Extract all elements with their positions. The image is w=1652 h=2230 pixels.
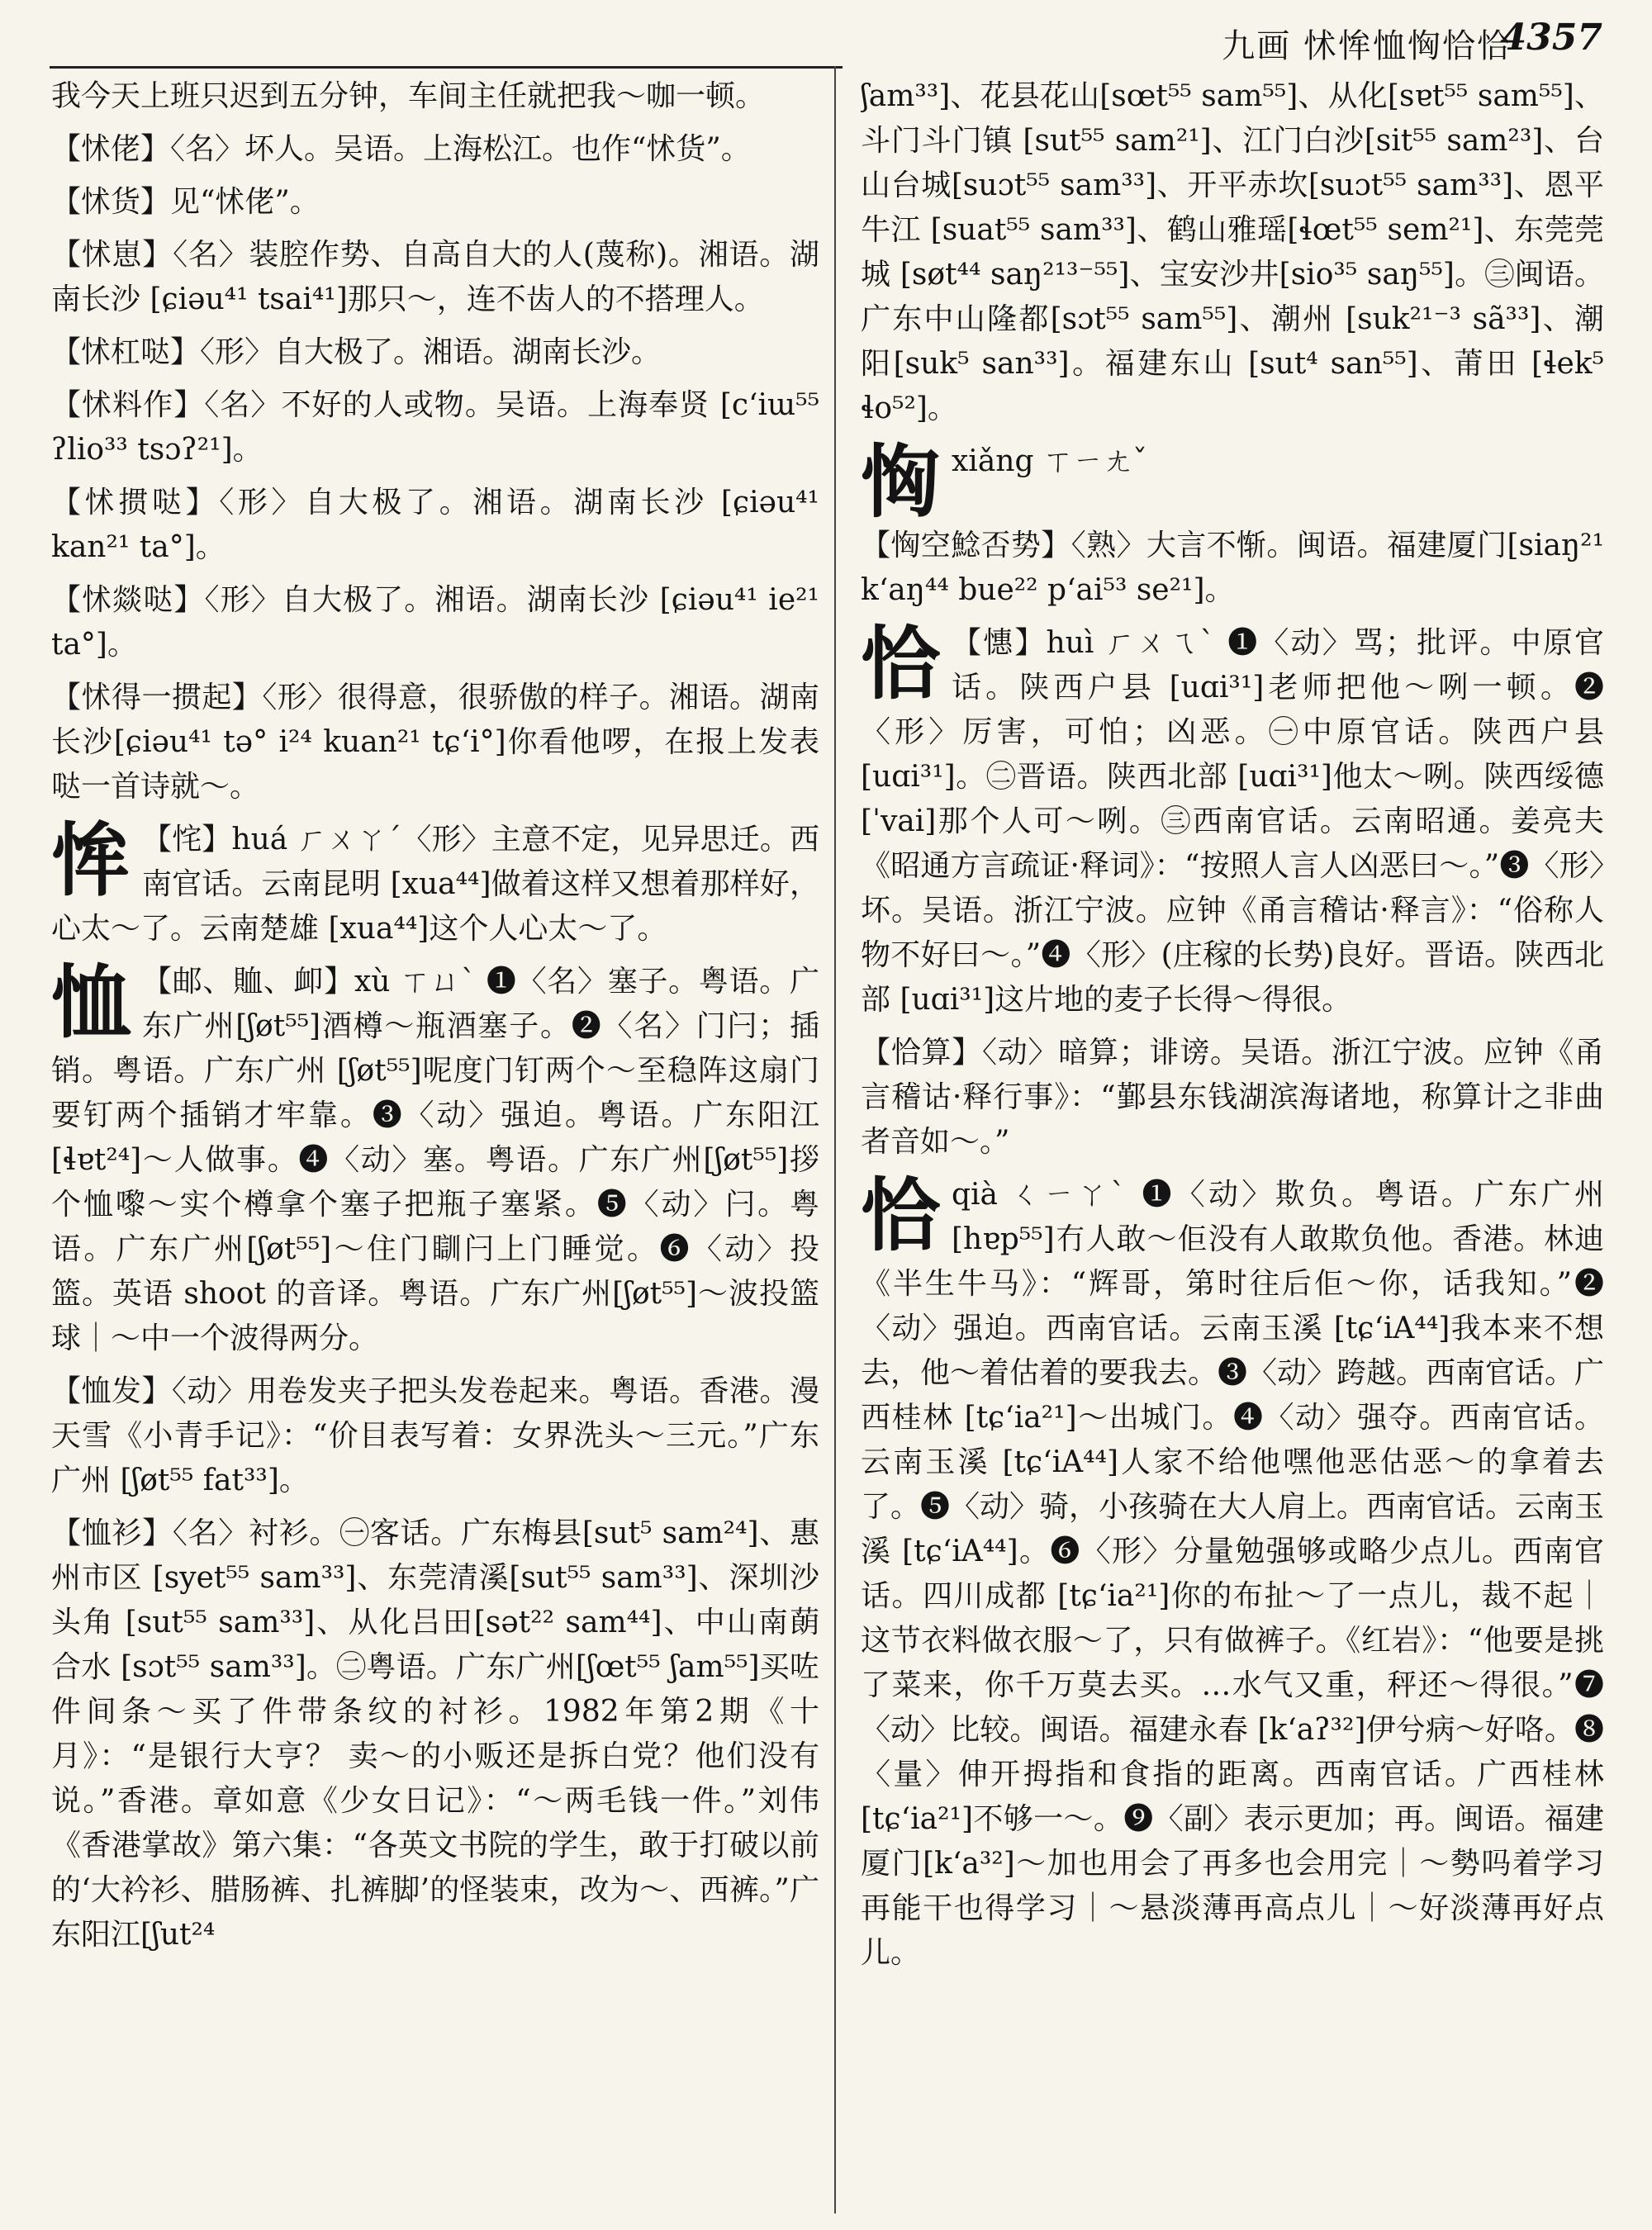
head-character-entry [51, 956, 819, 1361]
head-character-entry [51, 814, 819, 951]
entry-paragraph: 我今天上班只迟到五分钟，车间主任就把我～咖一顿。 [51, 79, 766, 113]
entry-paragraph: ʃam³³]、花县花山[sœt⁵⁵ sam⁵⁵]、从化[sɐt⁵⁵ sam⁵⁵]、斗门斗门镇 [sut⁵⁵ sam²¹]、江门白沙[sit⁵⁵ sam²³]、台山台城[suɔt⁵⁵ sam³³]、开平赤坎[suɔt⁵⁵ sam³³]、恩平牛江 [suat⁵⁵ sam³³]、鹤山雅瑶[ɬœt⁵⁵ sem²¹]、东莞莞城 [søt⁴⁴ saŋ²¹³⁻⁵⁵]、宝安沙井[sio³⁵ saŋ⁵⁵]。㊂闽语。广东中山隆都[sɔt⁵⁵ sam⁵⁵]、潮州 [suk²¹⁻³ sã³³]、潮阳[suk⁵ san³³]。福建东山 [sut⁴ san⁵⁵]、莆田 [ɬek⁵ ɬo⁵²]。 [861, 79, 1604, 425]
running-head: 九画 怵恈恤恟恰恰 [1222, 27, 1512, 65]
entry-paragraph: 【怵燚哒】〈形〉自大极了。湘语。湖南长沙 [ɕiəu⁴¹ ie²¹ ta°]。 [51, 583, 819, 662]
top-rule [50, 66, 843, 69]
entry-paragraph: 【恟空鯰否势】〈熟〉大言不惭。闽语。福建厦门[siaŋ²¹ kʻaŋ⁴⁴ bue²² pʻai⁵³ se²¹]。 [861, 529, 1604, 607]
head-character: 恟 [861, 435, 940, 529]
entry-text: 【㤞】huá ㄏㄨㄚˊ〈形〉主意不定，见异思迁。西南官话。云南昆明 [xua⁴⁴]做着这样又想着那样好，心太～了。云南楚雄 [xua⁴⁴]这个人心太～了。 [51, 823, 819, 946]
head-character: 恰 [861, 617, 940, 710]
head-character: 恈 [51, 814, 131, 907]
left-column [51, 74, 819, 2213]
entry-paragraph: 【怵崽】〈名〉装腔作势、自高自大的人(蔑称)。湘语。湖南长沙 [ɕiəu⁴¹ tsai⁴¹]那只～，连不齿人的不搭理人。 [51, 238, 819, 316]
right-column [861, 74, 1604, 2213]
head-character: 恰 [861, 1169, 940, 1262]
page-number: 4357 [1501, 17, 1602, 59]
entry-paragraph: 【怵杠哒】〈形〉自大极了。湘语。湖南长沙。 [51, 335, 662, 369]
entry-text: xiǎng ㄒㄧㄤˇ [952, 444, 1147, 478]
entry-paragraph: 【恤发】〈动〉用卷发夹子把头发卷起来。粤语。香港。漫天雪《小青手记》：“价目表写着：女界洗头～三元。”广东广州 [ʃøt⁵⁵ fat³³]。 [51, 1374, 819, 1497]
entry-paragraph: 【恰算】〈动〉暗算；诽谤。吴语。浙江宁波。应钟《甬言稽诂·释行事》：“鄞县东钱湖滨海诸地，称算计之非曲者音如～。” [861, 1036, 1604, 1159]
entry-text: qià ㄑㄧㄚˋ ❶〈动〉欺负。粤语。广东广州[hɐp⁵⁵]冇人敢～佢没有人敢欺负他。香港。林迪《半生牛马》：“辉哥，第时往后佢～你，话我知。”❷〈动〉强迫。西南官话。云南玉溪 [tɕʻiA⁴⁴]我本来不想去，他～着估着的要我去。❸〈动〉跨越。西南官话。广西桂林 [tɕʻia²¹]～出城门。❹〈动〉强夺。西南官话。云南玉溪 [tɕʻiA⁴⁴]人家不给他嘿他恶估恶～的拿着去了。❺〈动〉骑，小孩骑在大人肩上。西南官话。云南玉溪 [tɕʻiA⁴⁴]。❻〈形〉分量勉强够或略少点儿。西南官话。四川成都 [tɕʻia²¹]你的布扯～了一点儿，裁不起｜这节衣料做衣服～了，只有做裤子。《红岩》：“他要是挑了菜来，你千万莫去买。…水气又重，秤还～得很。”❼〈动〉比较。闽语。福建永春 [kʻaʔ³²]伊兮病～好咯。❽〈量〉伸开拇指和食指的距离。西南官话。广西桂林 [tɕʻia²¹]不够一～。❾〈副〉表示更加；再。闽语。福建厦门[kʻa³²]～加也用会了再多也会用完｜～勢吗着学习再能干也得学习｜～悬淡薄再高点儿｜～好淡薄再好点儿。 [861, 1178, 1604, 1970]
entry-paragraph: 【怵掼哒】〈形〉自大极了。湘语。湖南长沙 [ɕiəu⁴¹ kan²¹ ta°]。 [51, 486, 819, 564]
entry-paragraph: 【怵料作】〈名〉不好的人或物。吴语。上海奉贤 [cʻiɯ⁵⁵ ʔlio³³ tsɔʔ²¹]。 [51, 388, 819, 467]
entry-paragraph: 【怵佬】〈名〉坏人。吴语。上海松江。也作“怵货”。 [51, 132, 751, 166]
head-character-entry [861, 435, 1604, 529]
page-header [50, 12, 1602, 65]
entry-paragraph: 【怵货】见“怵佬”。 [51, 185, 320, 219]
head-character-entry [861, 1169, 1604, 1976]
head-character-entry [861, 617, 1604, 1022]
head-character: 恤 [51, 956, 131, 1049]
column-divider [834, 66, 836, 2213]
entry-text: 【邮、賉、卹】xù ㄒㄩˋ ❶〈名〉塞子。粤语。广东广州[ʃøt⁵⁵]酒樽～瓶酒塞子。❷〈名〉门闩；插销。粤语。广东广州 [ʃøt⁵⁵]呢度门钉两个～至稳阵这扇门要钉两个插销才牢靠。❸〈动〉强迫。粤语。广东阳江 [ɬɐt²⁴]～人做事。❹〈动〉塞。粤语。广东广州[ʃøt⁵⁵]拶个恤嚟～实个樽拿个塞子把瓶子塞紧。❺〈动〉闩。粤语。广东广州[ʃøt⁵⁵]～住门瞓闩上门睡觉。❻〈动〉投篮。英语 shoot 的音译。粤语。广东广州[ʃøt⁵⁵]～波投篮球｜～中一个波得两分。 [51, 965, 819, 1355]
entry-paragraph: 【怵得一掼起】〈形〉很得意，很骄傲的样子。湘语。湖南长沙[ɕiəu⁴¹ tə° i²⁴ kuan²¹ tɕʻi°]你看他啰，在报上发表哒一首诗就～。 [51, 681, 819, 804]
entry-paragraph: 【恤衫】〈名〉衬衫。㊀客话。广东梅县[sut⁵ sam²⁴]、惠州市区 [syet⁵⁵ sam³³]、东莞清溪[sut⁵⁵ sam³³]、深圳沙头角 [sut⁵⁵ sam³³]、从化吕田[sət²² sam⁴⁴]、中山南蓢合水 [sɔt⁵⁵ sam³³]。㊁粤语。广东广州[ʃœt⁵⁵ ʃam⁵⁵]买咗件间条～买了件带条纹的衬衫。1982年第2期《十月》：“是银行大亨？ 卖～的小贩还是拆白党？他们没有说。”香港。章如意《少女日记》：“～两毛钱一件。”刘伟《香港掌故》第六集：“各英文书院的学生，敢于打破以前的‘大衿衫、腊肠裤、扎裤脚’的怪装束，改为～、西裤。”广东阳江[ʃut²⁴ [51, 1516, 819, 1952]
entry-text: 【憓】huì ㄏㄨㄟˋ ❶〈动〉骂；批评。中原官话。陕西户县 [uɑi³¹]老师把他～咧一顿。❷〈形〉厉害，可怕；凶恶。㊀中原官话。陕西户县 [uɑi³¹]。㊁晋语。陕西北部 [uɑi³¹]他太～咧。陕西绥德 [ˈvai]那个人可～咧。㊂西南官话。云南昭通。姜亮夫《昭通方言疏证·释词》：“按照人言人凶恶曰～。”❸〈形〉坏。吴语。浙江宁波。应钟《甬言稽诂·释言》：“俗称人物不好曰～。”❹〈形〉(庄稼的长势)良好。晋语。陕西北部 [uɑi³¹]这片地的麦子长得～得很。 [861, 626, 1604, 1017]
